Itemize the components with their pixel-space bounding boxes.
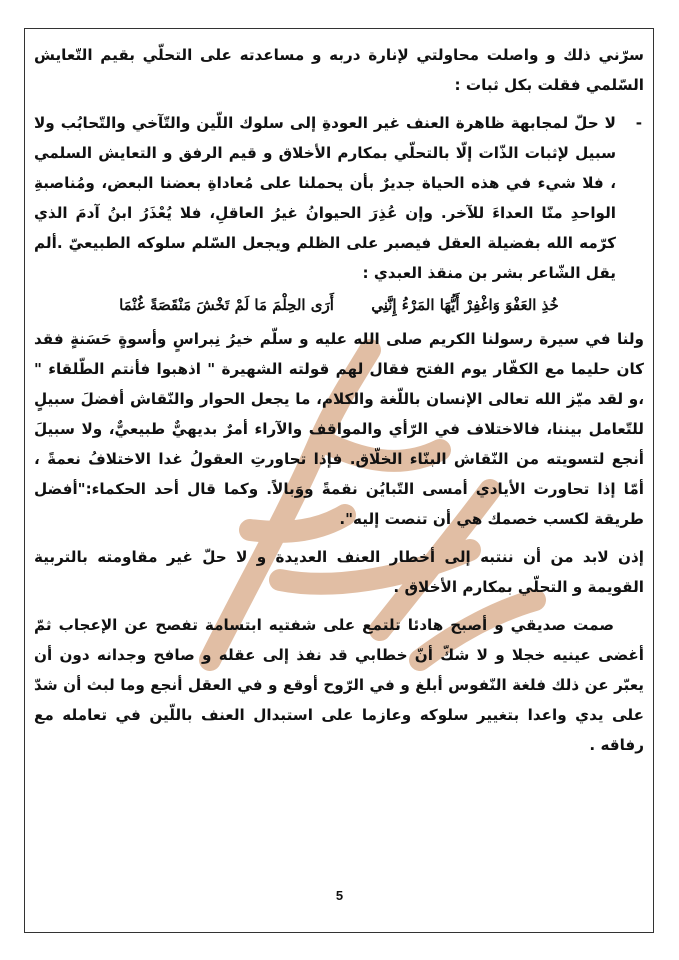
document-body [34, 40, 644, 760]
intro-paragraph: سرّني ذلك و واصلت محاولتي لإنارة دربه و مساعدته على التحلّي بقيم التّعايش السّلمي فقلت بكل ثبات : [34, 46, 644, 94]
prophet-paragraph: ولنا في سيرة رسولنا الكريم صلى الله عليه و سلّم خيرُ نِبراسٍ وأسوةٍ حَسَنةٍ فقد كان حليما مع الكفّار يوم الفتح فقال لهم قولته الشهيرة " اذهبوا فأنتم الطّلقاء " ،و لقد ميّز الله تعالى الإنسان باللّغة والكلام، ما يجعل الحوار والنّقاش أفضلَ سبيلٍ للتّعامل بيننا، فالاختلاف في الرّأي والمواقف والآراء أمرٌ بديهيٌّ طبيعيٌّ، ولا سبيلَ أنجع لتسويته من النّقاش البنّاء الخلّاق. فإذا تحاورتِ العقولُ غدا الاختلافُ نعمةً ، أمّا إذا تحاورت الأيادي أمسى التّبايُن نقمةً ووَبالاً. وكما قال أحد الحكماء:"أفضل طريقة لكسب خصمك هي أن تنصت إليه". [34, 330, 644, 528]
verse-second-hemistich: أَرَى الحِلْمَ مَا لَمْ تَخْشَ مَنْقَصَةً غُنْمَا [119, 296, 334, 314]
page-number: 5 [335, 888, 344, 903]
poetry-verse [34, 290, 644, 320]
bullet-paragraph [34, 108, 644, 288]
verse-first-hemistich: خُذِ العَفْوَ وَاغْفِرْ أَيُّهَا المَرْءُ إِنَّنِي [371, 296, 559, 314]
conclusion-paragraph: إذن لابد من أن ننتبه إلى أخطار العنف العديدة و لا حلّ غير مقاومته بالتربية القويمة و التحلّي بمكارم الأخلاق . [34, 548, 644, 596]
ending-paragraph [34, 610, 644, 760]
ending-text: صمت صديقي و أصبح هادئا تلتمع على شفتيه ابتسامة تفصح عن الإعجاب ثمّ أغضى عينيه خجلا و لا شكّ أنّ خطابي قد نفذ إلى عقله و صافح وجدانه دون أن يعبّر عن ذلك فلغة النّفوس أبلغ و في الرّوح أوقع و في العقل أنجع وما لبث أن شدّ على يدي واعدا بتغيير سلوكه وعازما على استبدال العنف باللّين في تعامله مع رفاقه . [34, 616, 644, 754]
bullet-dash: - [635, 114, 642, 132]
bullet-text: لا حلّ لمجابهة ظاهرة العنف غير العودةِ إلى سلوك اللّين والتّآخي والتّحابُب ولا سبيل لإثبات الذّات إلّا بالتحلّي بمكارم الأخلاق و قيم الرفق و التعايش السلمي ، فلا شيء في هذه الحياة جديرٌ بأن يحملنا على مُعاداةِ بعضنا البعض، ومُناصبةِ الواحدِ منّا العداءَ للآخر. وإن عُذِرَ الحيوانُ غيرُ العاقلِ، فلا يُعْذَرُ ابنُ آدمَ الذي كرّمه الله بفضيلة العقل فيصبر على الظلم ويجعل السّلم سلوكه الطبيعيّ .ألم يقل الشّاعر بشر بن منقذ العبدي : [34, 114, 616, 282]
